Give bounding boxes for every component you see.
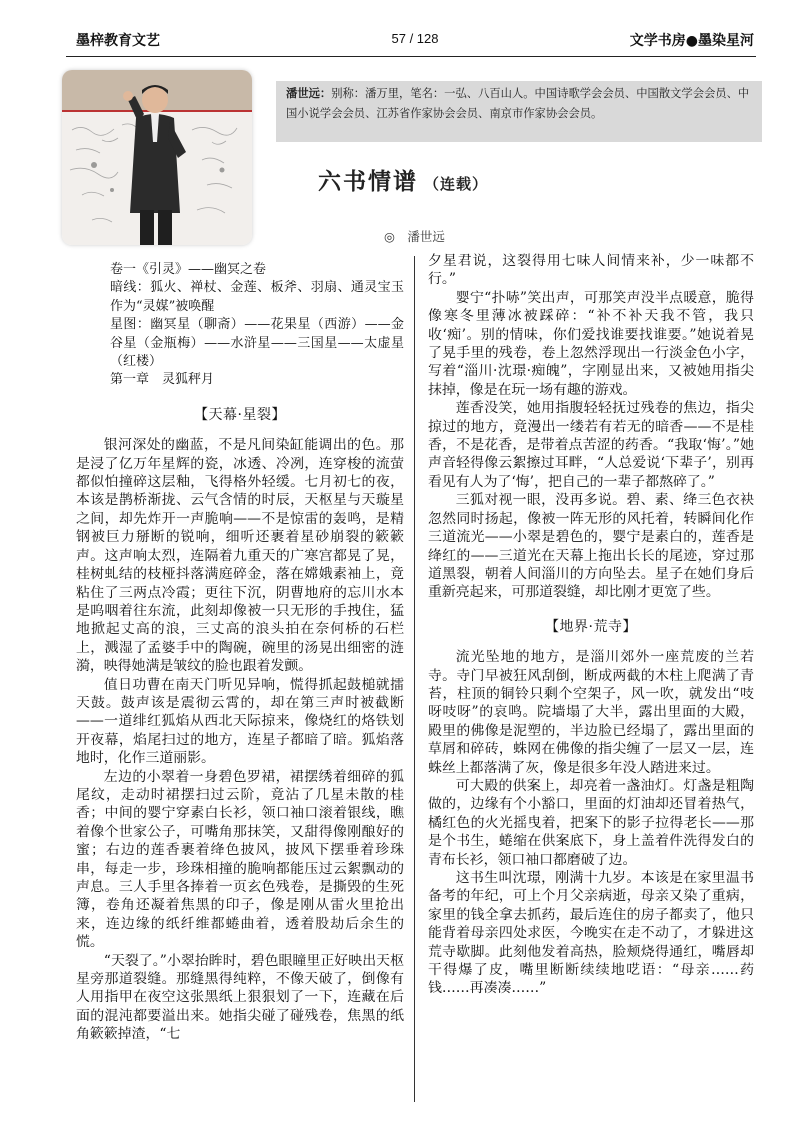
author-bio-text: 别称：潘万里，笔名：一弘、八百山人。中国诗歌学会会员、中国散文学会会员、中国小说学会会员、江苏省作家协会会员、南京市作家协会会员。 <box>286 87 750 120</box>
volume-line: 卷一《引灵》——幽冥之卷 <box>110 262 267 277</box>
paragraph: 夕星君说，这裂得用七味人间情来补，少一味都不行。” <box>428 253 754 288</box>
author-name: 潘世远： <box>286 86 332 100</box>
author-photo <box>62 70 252 245</box>
article-title-main: 六书情谱 <box>318 168 418 195</box>
paragraph: 三狐对视一眼，没再多说。碧、素、绛三色衣袂忽然同时扬起，像被一阵无形的风托着，转瞬间化作三道流光——小翠是碧色的，婴宁是素白的，莲香是绛红的——三道光在天幕上拖出长长的尾迹，穿过那道黑裂，朝着人间淄川的方向坠去。星子在她们身后重新亮起来，可那道裂缝，却比刚才更宽了些。 <box>428 492 754 601</box>
paragraph: 莲香没笑，她用指腹轻轻抚过残卷的焦边，指尖掠过的地方，竟漫出一缕若有若无的暗香——不是桂香，不是花香，是带着点苦涩的药香。“我取‘悔’。”她声音轻得像云絮擦过耳畔，“人总爱说‘下辈子’，别再看见有人为了‘悔’，把自己的一辈子都熬碎了。” <box>428 400 754 490</box>
paragraph: 这书生叫沈璟，刚满十九岁。本该是在家里温书备考的年纪，可上个月父亲病逝，母亲又染了重病，家里的钱全拿去抓药，最后连住的房子都卖了，他只能背着母亲四处求医，今晚实在走不动了，才躲进这荒寺歇脚。此刻他发着高热，脸颊烧得通红，嘴唇却干得爆了皮，嘴里断断续续地呓语：“母亲……药钱……再凑凑……” <box>428 870 754 997</box>
paragraph: 婴宁“扑哧”笑出声，可那笑声没半点暖意，脆得像寒冬里薄冰被踩碎：“补不补天我不管，我只收‘痴’。别的情味，你们爱找谁要找谁要。”她说着晃了晃手里的残卷，卷上忽然浮现出一行淡金色小字，写着“淄川·沈璟·痴魄”，字刚显出来，又被她用指尖抹掉，像是在玩一场有趣的游戏。 <box>428 289 754 398</box>
page-header <box>76 30 754 52</box>
paragraph: 值日功曹在南天门听见异响，慌得抓起鼓槌就擂天鼓。鼓声该是震彻云霄的，却在第三声时被截断——一道绯红狐焰从西北天际掠来，像烧红的烙铁划开夜幕，焰尾扫过的地方，连星子都暗了暗。狐焰落地时，化作三道丽影。 <box>76 676 404 767</box>
chapter-heading: 第一章 灵狐秤月 <box>110 372 215 388</box>
star-map-line: 星图：幽冥星（聊斋）——花果星（西游）——金谷星（金瓶梅）——水浒星——三国星——太虚星（红楼） <box>110 317 404 370</box>
page-number: 57 / 128 <box>391 31 439 46</box>
left-column <box>76 261 404 1044</box>
column-divider <box>414 256 415 1102</box>
paragraph: 可大殿的供案上，却亮着一盏油灯。灯盏是粗陶做的，边缘有个小豁口，里面的灯油却还冒着热气，橘红色的火光摇曳着，把案下的影子拉得老长——那是个书生，蜷缩在供案底下，身上盖着件洗得发白的青布长衫，领口袖口都磨破了边。 <box>428 777 754 868</box>
right-column <box>428 252 754 998</box>
article-byline: ◎ 潘世远 <box>384 229 445 244</box>
section-heading: 【天幕·星裂】 <box>194 406 286 423</box>
author-bio-box <box>276 81 762 142</box>
paragraph: “天裂了。”小翠抬眸时，碧色眼瞳里正好映出天枢星旁那道裂缝。那缝黑得纯粹，不像天破了，倒像有人用指甲在夜空这张黑纸上狠狠划了一下，连藏在后面的混沌都要溢出来。她指尖碰了碰残卷，焦黑的纸角簌簌掉渣，“七 <box>76 952 404 1043</box>
author-photo-illustration <box>62 70 252 245</box>
header-publisher: 墨梓教育文艺 <box>76 33 160 49</box>
section-heading: 【地界·荒寺】 <box>545 618 637 635</box>
paragraph: 左边的小翠着一身碧色罗裙，裙摆绣着细碎的狐尾纹，走动时裙摆扫过云阶，竟沾了几星未散的桂香；中间的婴宁穿素白长衫，领口袖口滚着银线，瞧着像个世家公子，可嘴角那抹笑，又甜得像刚酿好的蜜；右边的莲香裹着绛色披风，披风下摆垂着珍珠串，每走一步，珍珠相撞的脆响都能压过云絮飘动的声息。三人手里各捧着一页玄色残卷，是撕毁的生死簿，卷角还凝着焦黑的印子，像是刚从雷火里抢出来，连边缘的纸纤维都蜷曲着，透着股劫后余生的慌。 <box>76 768 404 951</box>
header-column-name: 文学书房●墨染星河 <box>629 33 754 49</box>
article-title-sub: （连载） <box>424 175 489 193</box>
paragraph: 流光坠地的地方，是淄川郊外一座荒废的兰若寺。寺门早被狂风刮倒，断成两截的木柱上爬满了青苔，柱顶的铜铃只剩个空架子，风一吹，就发出“吱呀吱呀”的哀鸣。院墙塌了大半，露出里面的大殿，殿里的佛像是泥塑的，半边脸已经塌了，露出里面的草屑和碎砖，蛛网在佛像的指尖缠了一层又一层，连蛛丝上都落满了灰，像是很多年没人踏进来过。 <box>428 649 754 776</box>
paragraph: 银河深处的幽蓝，不是凡间染缸能调出的色。那是浸了亿万年星辉的瓷，冰透、冷冽，连穿梭的流萤都似怕撞碎这层釉，飞得格外轻缓。七月初七的夜，本该是鹊桥渐拢、云气含情的时辰，天枢星与天璇星之间，却先炸开一声脆响——不是惊雷的轰鸣，是精钢被巨力掰断的锐响，细听还裹着星砂崩裂的簌簌声。这声响太烈，连隔着九重天的广寒宫都晃了晃，桂树虬结的枝桠抖落满庭碎金，落在嫦娥素袖上，竟粘住了三两点冷霞；更往下沉，阴曹地府的忘川水本是呜咽着往东流，此刻却像被一只无形的手拽住，猛地掀起丈高的浪，三丈高的浪头拍在奈何桥的石栏上，溅湿了孟婆手中的陶碗，碗里的汤晃出细密的涟漪，映得她满是皱纹的脸也跟着发颤。 <box>76 437 404 675</box>
header-divider <box>66 56 756 57</box>
article-title <box>318 163 488 196</box>
clues-line: 暗线：狐火、禅杖、金莲、板斧、羽扇、通灵宝玉作为“灵媒”被唤醒 <box>110 280 404 314</box>
